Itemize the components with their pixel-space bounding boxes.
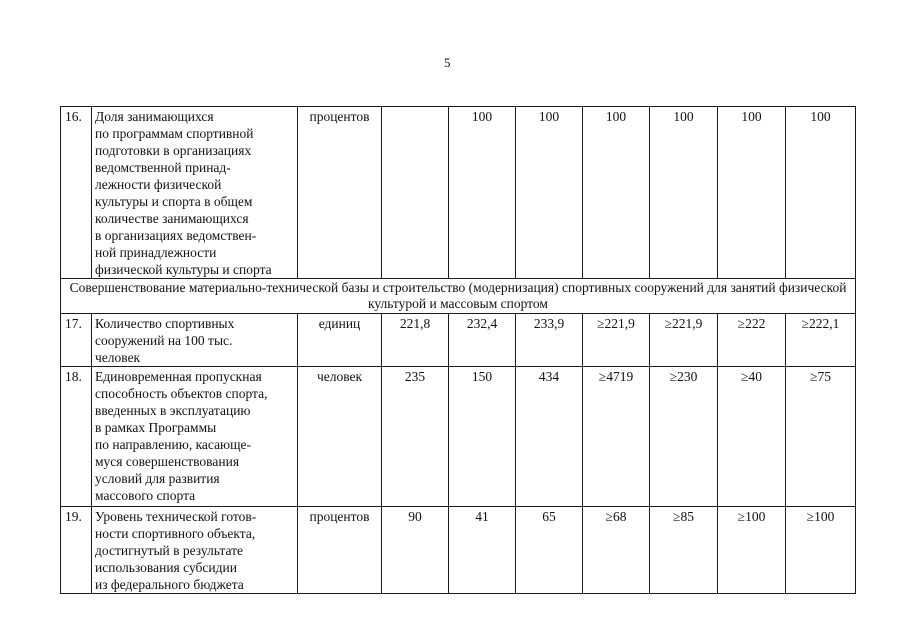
value-cell: 150	[449, 367, 516, 507]
value-cell: 100	[583, 107, 650, 279]
unit-cell: процентов	[298, 507, 382, 594]
value-cell: 65	[516, 507, 583, 594]
table-row	[61, 107, 856, 279]
row-number: 16.	[61, 107, 92, 279]
value-cell: ≥221,9	[650, 314, 718, 367]
unit-cell: процентов	[298, 107, 382, 279]
section-heading: Совершенствование материально-технической базы и строительство (модернизация) спортивных сооружений для занятий физической культурой и массовым спортом	[61, 279, 856, 314]
value-cell: ≥75	[786, 367, 856, 507]
value-cell: ≥222	[718, 314, 786, 367]
value-cell: 235	[382, 367, 449, 507]
value-cell: ≥100	[786, 507, 856, 594]
value-cell: 100	[650, 107, 718, 279]
value-cell: ≥222,1	[786, 314, 856, 367]
value-cell: ≥40	[718, 367, 786, 507]
indicator-name: Единовременная пропускная способность объектов спорта, введенных в эксплуатацию в рамках Программы по направлению, касающе- муся совершенствования условий для развития массового спорта	[92, 367, 298, 507]
value-cell: 233,9	[516, 314, 583, 367]
indicator-name: Доля занимающихся по программам спортивной подготовки в организациях ведомственной принад- лежности физической культуры и спорта в общем количестве занимающихся в организациях ведомствен- ной принадлежности физической культуры и спорта	[92, 107, 298, 279]
value-cell: 232,4	[449, 314, 516, 367]
value-cell: ≥85	[650, 507, 718, 594]
page-number: 5	[444, 55, 451, 70]
indicator-name: Количество спортивных сооружений на 100 тыс. человек	[92, 314, 298, 367]
value-cell: ≥221,9	[583, 314, 650, 367]
indicators-table	[60, 106, 856, 594]
value-cell	[382, 107, 449, 279]
table-row	[61, 314, 856, 367]
value-cell: 100	[786, 107, 856, 279]
section-row	[61, 279, 856, 314]
value-cell: ≥4719	[583, 367, 650, 507]
value-cell: 100	[516, 107, 583, 279]
value-cell: ≥68	[583, 507, 650, 594]
row-number: 17.	[61, 314, 92, 367]
value-cell: 434	[516, 367, 583, 507]
row-number: 18.	[61, 367, 92, 507]
value-cell: 41	[449, 507, 516, 594]
value-cell: 90	[382, 507, 449, 594]
value-cell: 100	[449, 107, 516, 279]
unit-cell: человек	[298, 367, 382, 507]
value-cell: 221,8	[382, 314, 449, 367]
value-cell: ≥230	[650, 367, 718, 507]
table-row	[61, 367, 856, 507]
table-row	[61, 507, 856, 594]
value-cell: ≥100	[718, 507, 786, 594]
unit-cell: единиц	[298, 314, 382, 367]
value-cell: 100	[718, 107, 786, 279]
row-number: 19.	[61, 507, 92, 594]
indicator-name: Уровень технической готов- ности спортивного объекта, достигнутый в результате использования субсидии из федерального бюджета	[92, 507, 298, 594]
